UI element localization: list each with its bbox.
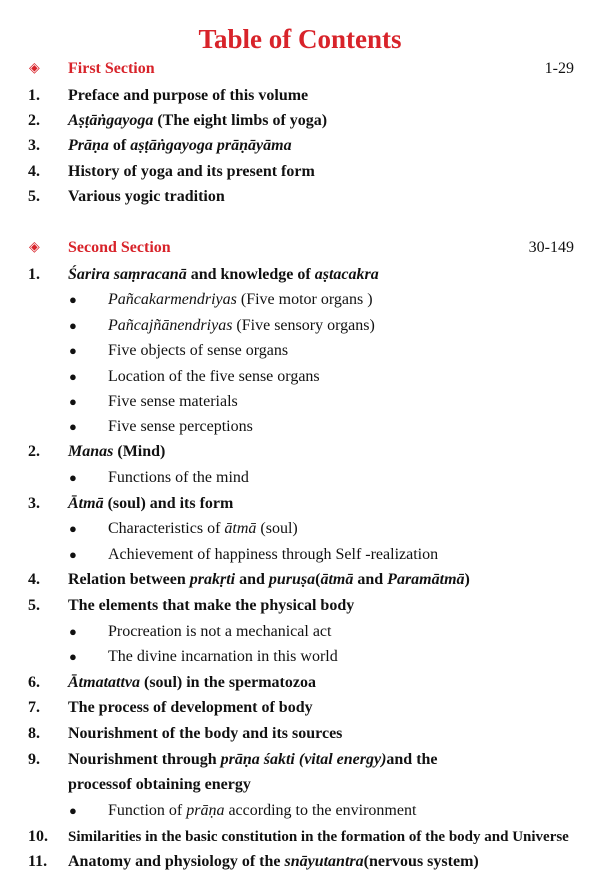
bullet-icon: ● — [69, 547, 77, 562]
toc-subitem — [0, 289, 600, 311]
item-text: Śarira saṃracanā and knowledge of aṣtacakra — [68, 266, 379, 283]
item-number: 5. — [28, 188, 40, 205]
item-text: Anatomy and physiology of the snāyutantra(nervous system) — [68, 853, 479, 870]
subitem-text: Five sense perceptions — [108, 418, 253, 435]
toc-item — [0, 441, 600, 463]
toc-item — [0, 186, 600, 208]
bullet-icon: ● — [69, 521, 77, 536]
item-text: Ātmatattva (soul) in the spermatozoa — [68, 674, 316, 691]
toc-subitem — [0, 366, 600, 388]
item-number: 11. — [28, 853, 48, 870]
item-text: Preface and purpose of this volume — [68, 87, 309, 104]
toc-subitem — [0, 518, 600, 540]
item-text: Nourishment through prāṇa śakti (vital energy)and the — [68, 751, 438, 768]
subitem-text: Location of the five sense organs — [108, 368, 320, 385]
toc-item — [0, 569, 600, 591]
toc-item — [0, 110, 600, 132]
subitem-text: Five sense materials — [108, 393, 238, 410]
toc-subitem — [0, 621, 600, 643]
item-number: 10. — [28, 828, 48, 845]
toc-subitem — [0, 416, 600, 438]
item-number: 3. — [28, 137, 40, 154]
bullet-icon: ● — [69, 292, 77, 307]
subitem-text: Functions of the mind — [108, 469, 249, 486]
toc-item — [0, 697, 600, 719]
subitem-text: The divine incarnation in this world — [108, 648, 338, 665]
subitem-text: Procreation is not a mechanical act — [108, 623, 332, 640]
item-text: Prāṇa of aṣṭāṅgayoga prāṇāyāma — [68, 137, 292, 154]
toc-item — [0, 161, 600, 183]
page-range: 1-29 — [544, 60, 574, 77]
toc-item — [0, 851, 600, 873]
bullet-icon: ● — [69, 394, 77, 409]
diamond-bullet-icon: ◈ — [29, 61, 40, 76]
item-number: 4. — [28, 571, 40, 588]
subitem-text: Function of prāṇa according to the environment — [108, 802, 417, 819]
subitem-text: Characteristics of ātmā (soul) — [108, 520, 298, 537]
toc-subitem — [0, 646, 600, 668]
subitem-text: Five objects of sense organs — [108, 342, 289, 359]
toc-item-continuation — [0, 774, 600, 796]
section-first — [0, 58, 600, 80]
toc-item — [0, 749, 600, 771]
item-number: 1. — [28, 87, 40, 104]
bullet-icon: ● — [69, 470, 77, 485]
item-text: processof obtaining energy — [68, 776, 251, 793]
item-text: Nourishment of the body and its sources — [68, 725, 343, 742]
page-title: Table of Contents — [198, 24, 402, 54]
item-number: 1. — [28, 266, 40, 283]
item-number: 7. — [28, 699, 40, 716]
diamond-bullet-icon: ◈ — [29, 240, 40, 255]
item-number: 8. — [28, 725, 40, 742]
bullet-icon: ● — [69, 419, 77, 434]
item-text: Similarities in the basic constitution in the formation of the body and Universe — [68, 829, 569, 845]
item-number: 4. — [28, 163, 40, 180]
bullet-icon: ● — [69, 624, 77, 639]
bullet-icon: ● — [69, 803, 77, 818]
item-text: Manas (Mind) — [68, 443, 166, 460]
item-number: 6. — [28, 674, 40, 691]
section-title: First Section — [68, 60, 155, 77]
toc-subitem — [0, 467, 600, 489]
item-number: 2. — [28, 112, 40, 129]
toc-item — [0, 85, 600, 107]
item-number: 9. — [28, 751, 40, 768]
toc-item — [0, 672, 600, 694]
toc-item — [0, 826, 600, 848]
bullet-icon: ● — [69, 369, 77, 384]
toc-subitem — [0, 340, 600, 362]
toc-item — [0, 493, 600, 515]
subitem-text: Pañcajñānendriyas (Five sensory organs) — [108, 317, 375, 334]
item-text: Ātmā (soul) and its form — [68, 495, 234, 512]
toc-item — [0, 264, 600, 286]
item-text: History of yoga and its present form — [68, 163, 315, 180]
bullet-icon: ● — [69, 343, 77, 358]
item-text: The process of development of body — [68, 699, 313, 716]
item-number: 2. — [28, 443, 40, 460]
item-number: 3. — [28, 495, 40, 512]
item-text: Aṣṭāṅgayoga (The eight limbs of yoga) — [68, 112, 328, 129]
section-title: Second Section — [68, 239, 171, 256]
toc-subitem — [0, 315, 600, 337]
toc-item — [0, 723, 600, 745]
section-second — [0, 237, 600, 259]
toc-subitem — [0, 391, 600, 413]
item-text: Various yogic tradition — [68, 188, 225, 205]
item-text: The elements that make the physical body — [68, 597, 355, 614]
toc-item — [0, 595, 600, 617]
subitem-text: Pañcakarmendriyas (Five motor organs ) — [108, 291, 373, 308]
bullet-icon: ● — [69, 649, 77, 664]
bullet-icon: ● — [69, 318, 77, 333]
item-number: 5. — [28, 597, 40, 614]
page-range: 30-149 — [528, 239, 574, 256]
toc-subitem — [0, 800, 600, 822]
toc-subitem — [0, 544, 600, 566]
subitem-text: Achievement of happiness through Self -realization — [108, 546, 439, 563]
toc-item — [0, 135, 600, 157]
item-text: Relation between prakṛti and puruṣa(ātmā and Paramātmā) — [68, 571, 470, 588]
